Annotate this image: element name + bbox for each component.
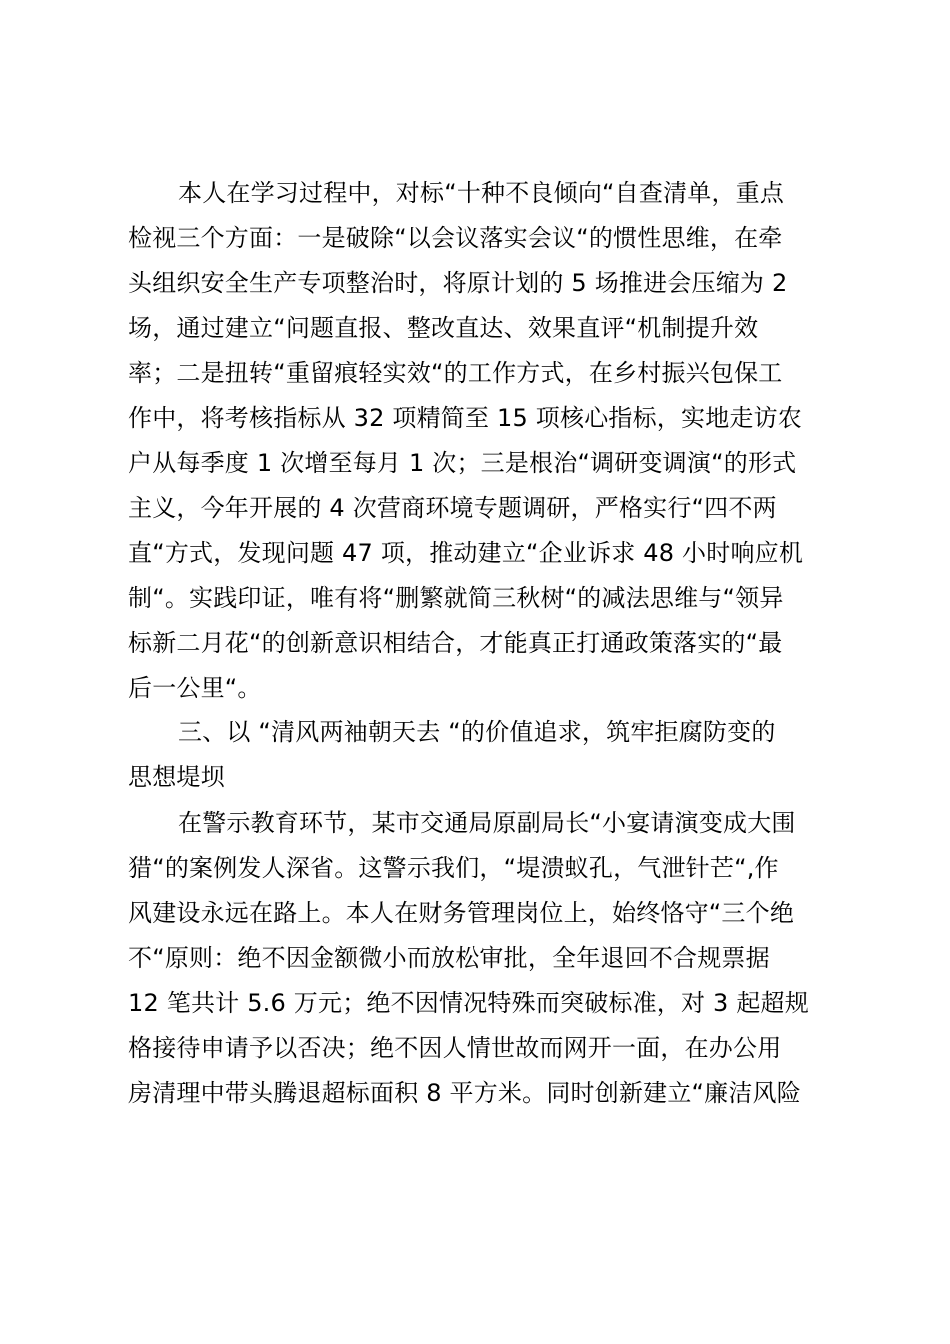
text-line: 场，通过建立“问题直报、整改直达、效果直评“机制提升效 [128,314,759,342]
text-line: 检视三个方面：一是破除“以会议落实会议“的惯性思维，在牵 [128,224,783,252]
text-line: 主义，今年开展的 4 次营商环境专题调研，严格实行“四不两 [128,494,777,522]
body-paragraph [128,171,830,711]
text-line: 标新二月花“的创新意识相结合，才能真正打通政策落实的“最 [128,629,783,657]
text-line: 后一公里“。 [128,674,262,702]
text-line: 在警示教育环节，某市交通局原副局长“小宴请演变成大围 [178,809,796,837]
text-line: 不“原则：绝不因金额微小而放松审批，全年退回不合规票据 [128,944,770,972]
text-line: 率；二是扭转“重留痕轻实效“的工作方式，在乡村振兴包保工 [128,359,783,387]
heading-line: 思想堤坝 [128,763,225,791]
text-line: 头组织安全生产专项整治时，将原计划的 5 场推进会压缩为 2 [128,269,788,297]
text-line: 户从每季度 1 次增至每月 1 次；三是根治“调研变调演“的形式 [128,449,797,477]
text-line: 直“方式，发现问题 47 项，推动建立“企业诉求 48 小时响应机 [128,539,804,567]
text-line: 格接待申请予以否决；绝不因人情世故而网开一面，在办公用 [128,1034,782,1062]
text-line: 房清理中带头腾退超标面积 8 平方米。同时创新建立“廉洁风险 [128,1079,801,1107]
text-line: 风建设永远在路上。本人在财务管理岗位上，始终恪守“三个绝 [128,899,795,927]
heading-line: 三、以 “清风两袖朝天去 “的价值追求，筑牢拒腐防变的 [178,718,776,746]
text-line: 12 笔共计 5.6 万元；绝不因情况特殊而突破标准，对 3 起超规 [128,989,809,1017]
section-heading [128,710,830,800]
text-line: 本人在学习过程中，对标“十种不良倾向“自查清单，重点 [178,179,785,207]
body-paragraph [128,801,830,1116]
text-line: 作中，将考核指标从 32 项精简至 15 项核心指标，实地走访农 [128,404,802,432]
text-line: 猎“的案例发人深省。这警示我们，“堤溃蚁孔，气泄针芒“,作 [128,854,779,882]
text-line: 制“。实践印证，唯有将“删繁就简三秋树“的减法思维与“领异 [128,584,784,612]
